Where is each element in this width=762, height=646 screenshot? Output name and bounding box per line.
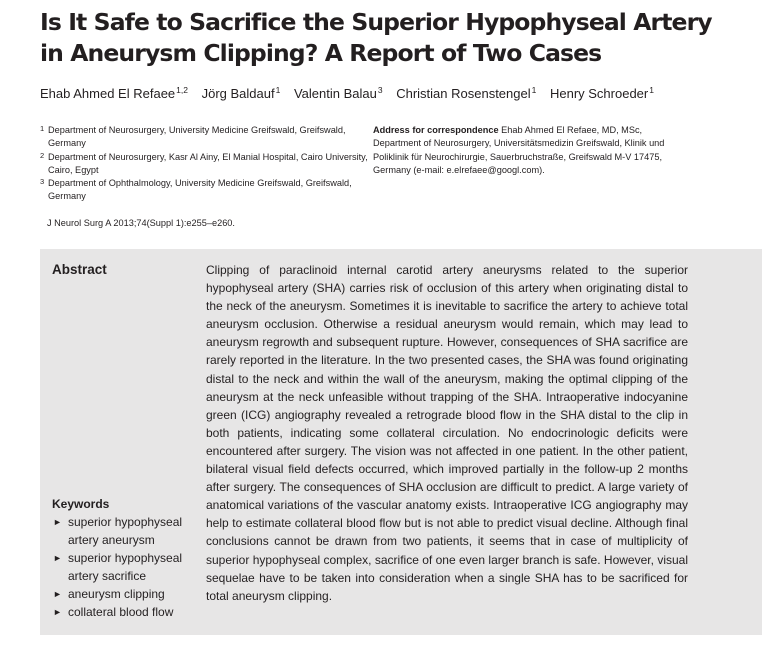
affiliation bbox=[40, 151, 370, 178]
bullet-arrow-icon: ► bbox=[53, 517, 62, 527]
bullet-arrow-icon: ► bbox=[53, 589, 62, 599]
author bbox=[40, 86, 188, 101]
abstract-panel bbox=[40, 249, 762, 635]
author bbox=[294, 86, 383, 101]
affiliation-list bbox=[40, 124, 370, 204]
affiliation bbox=[40, 177, 370, 204]
affiliation bbox=[40, 124, 370, 151]
keyword-text: superior hypophyseal artery sacrifice bbox=[68, 551, 183, 583]
keyword-item bbox=[52, 585, 202, 603]
author-affiliation-ref: 3 bbox=[377, 85, 383, 95]
journal-citation: J Neurol Surg A 2013;74(Suppl 1):e255–e260. bbox=[47, 218, 235, 228]
keywords-heading: Keywords bbox=[52, 497, 110, 511]
author-name: Henry Schroeder bbox=[549, 86, 649, 101]
author bbox=[396, 86, 536, 101]
correspondence-address bbox=[373, 124, 673, 177]
bullet-arrow-icon: ► bbox=[53, 607, 62, 617]
author-affiliation-ref: 1 bbox=[531, 85, 537, 95]
affiliation-text: Department of Neurosurgery, Kasr Al Ainy, El Manial Hospital, Cairo University, Cairo, Egypt bbox=[48, 151, 368, 175]
keyword-text: superior hypophyseal artery aneurysm bbox=[68, 515, 183, 547]
affiliation-text: Department of Neurosurgery, University Medicine Greifswald, Greifswald, Germany bbox=[48, 125, 346, 149]
author-name: Ehab Ahmed El Refaee bbox=[40, 86, 176, 101]
correspondence-text: Ehab Ahmed El Refaee, MD, MSc, Department of Neurosurgery, Universitätsmedizin Greifswald, Klinik und Poliklinik für Neurochirurgie, Sauerbruchstraße, Greifswald M-V 17475, Germany (e-mail: e.elrefaee@googl.com). bbox=[373, 125, 665, 175]
author-list bbox=[40, 85, 664, 101]
keyword-list bbox=[52, 513, 202, 621]
author-name: Christian Rosenstengel bbox=[396, 86, 531, 101]
abstract-heading: Abstract bbox=[52, 262, 107, 277]
affiliation-number: 3 bbox=[40, 177, 45, 187]
title-line-2: in Aneurysm Clipping? A Report of Two Cases bbox=[40, 39, 602, 67]
keyword-text: collateral blood flow bbox=[68, 605, 174, 619]
author-affiliation-ref: 1,2 bbox=[176, 85, 188, 95]
author-name: Jörg Baldauf bbox=[201, 86, 275, 101]
affiliation-number: 2 bbox=[40, 150, 45, 160]
keyword-item bbox=[52, 603, 202, 621]
keyword-text: aneurysm clipping bbox=[68, 587, 165, 601]
article-title bbox=[40, 7, 740, 69]
correspondence-label: Address for correspondence bbox=[373, 125, 499, 135]
keyword-item bbox=[52, 549, 202, 585]
title-line-1: Is It Safe to Sacrifice the Superior Hypophyseal Artery bbox=[40, 8, 712, 36]
bullet-arrow-icon: ► bbox=[53, 553, 62, 563]
author-affiliation-ref: 1 bbox=[649, 85, 654, 95]
author-name: Valentin Balau bbox=[293, 86, 377, 101]
affiliation-text: Department of Ophthalmology, University Medicine Greifswald, Greifswald, Germany bbox=[48, 178, 352, 202]
abstract-body: Clipping of paraclinoid internal carotid artery aneurysms related to the superior hypophyseal artery (SHA) carries risk of occlusion of this artery when originating distal to the neck of the aneurysm. Sometimes it is inevitable to sacrifice the artery to achieve total aneurysm occlusion. Otherwise a residual aneurysm would remain, which may lead to aneurysm regrowth and subsequent rupture. However, consequences of SHA sacrifice are rarely reported in the literature. In the two presented cases, the SHA was found originating distal to the neck and within the wall of the aneurysm, making the optimal clipping of the aneurysm at the neck unfeasible without trapping of the SHA. Intraoperative indocyanine green (ICG) angiography revealed a retrograde blood flow in the SHA distal to the clip in both patients, indicating some collateral circulation. No endocrinologic deficits were encountered after surgery. The vision was not affected in one patient. In the other patient, bilateral visual field defects occurred, which improved partially in the follow-up 2 months after surgery. The consequences of SHA occlusion are difficult to predict. A large variety of anatomical variations of the vascular anatomy exists. Intraoperative ICG angiography may help to estimate collateral blood flow but is not able to predict visual decline. Although final conclusions cannot be drawn from two patients, it seems that in case of multiplicity of superior hypophyseal complex, sacrifice of one even larger branch is safe. However, visual sequelae have to be taken into consideration when a single SHA has to be sacrificed for total aneurysm clipping. bbox=[206, 263, 688, 603]
author-affiliation-ref: 1 bbox=[275, 85, 281, 95]
keyword-item bbox=[52, 513, 202, 549]
author bbox=[202, 86, 281, 101]
affiliation-number: 1 bbox=[40, 124, 45, 133]
author bbox=[550, 86, 654, 101]
